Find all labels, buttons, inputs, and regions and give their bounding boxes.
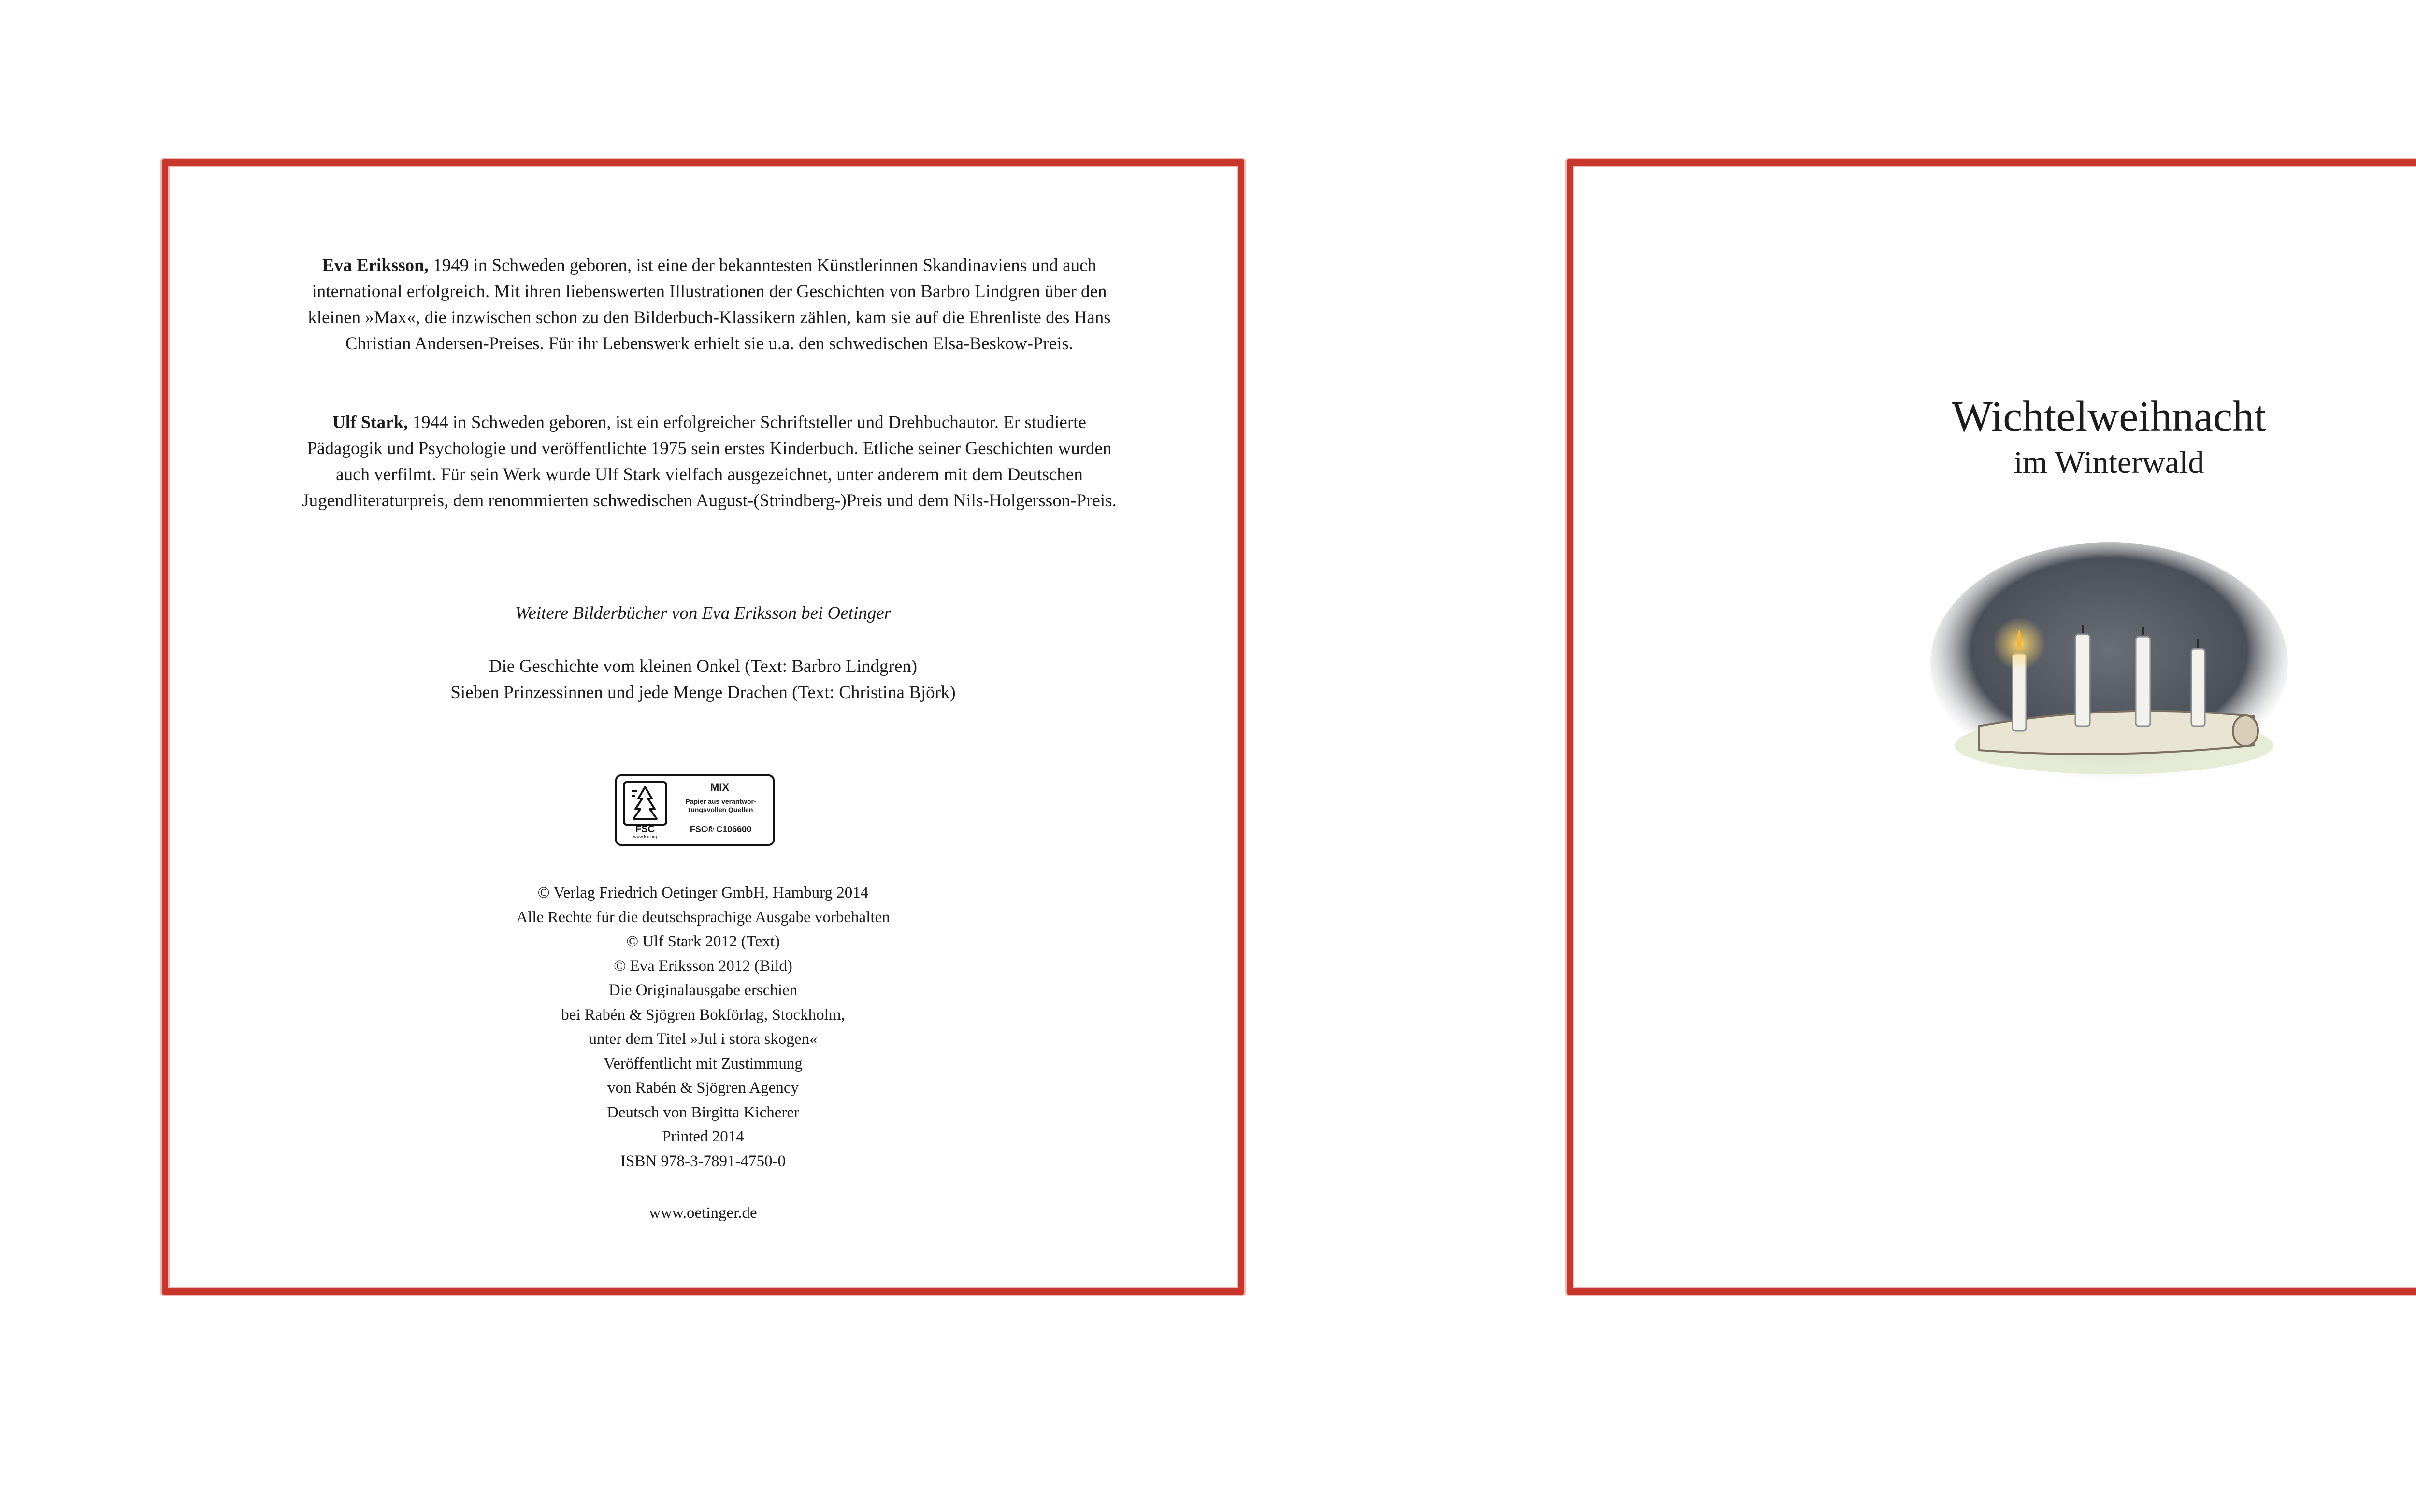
publisher-website[interactable]: www.oetinger.de [649, 1204, 757, 1222]
copyright-line: © Verlag Friedrich Oetinger GmbH, Hamburg 2014 [537, 884, 869, 901]
copyright-line: Veröffentlicht mit Zustimmung [604, 1055, 803, 1072]
copyright-line: © Eva Eriksson 2012 (Bild) [614, 957, 792, 975]
fsc-logo [615, 774, 775, 846]
bio-eva-eriksson [299, 253, 1120, 357]
fsc-description [671, 798, 770, 814]
book-title: Wichtelweihnacht [1951, 393, 2267, 441]
book-list-item: Sieben Prinzessinnen und jede Menge Drachen (Text: Christina Björk) [450, 683, 956, 702]
copyright-line: bei Rabén & Sjögren Bokförlag, Stockholm, [561, 1006, 845, 1024]
isbn: ISBN 978-3-7891-4750-0 [620, 1152, 786, 1170]
fsc-url: www.fsc.org [633, 834, 657, 839]
bio-ulf-stark [299, 410, 1120, 514]
bio-ulf-name: Ulf Stark, [332, 413, 408, 432]
right-page [1567, 159, 2416, 1295]
copyright-line: Alle Rechte für die deutschsprachige Ausgabe vorbehalten [516, 908, 890, 926]
bio-eva-name: Eva Eriksson, [322, 256, 429, 275]
candle-log-illustration [1921, 533, 2298, 803]
book-subtitle: im Winterwald [2013, 445, 2204, 480]
copyright-line: Deutsch von Birgitta Kicherer [606, 1103, 800, 1121]
copyright-line: © Ulf Stark 2012 (Text) [626, 933, 780, 950]
fsc-text-line: Papier aus verantwor- [685, 798, 756, 805]
bio-ulf-text: 1944 in Schweden geboren, ist ein erfolgreicher Schriftsteller und Drehbuchautor. Er studierte Pädagogik und Psychologie und veröffentlichte 1975 sein erstes Kinderbuch. Etliche seiner Geschichten wurden auch verfilmt. Für sein Werk wurde Ulf Stark vielfach ausgezeichnet, unter anderem mit dem Deutschen Jugendliteraturpreis, dem renommierten schwedischen August-(Strindberg-)Preis und dem Nils-Holgersson-Preis. [302, 413, 1117, 511]
copyright-line: von Rabén & Sjögren Agency [607, 1079, 799, 1097]
book-list [168, 654, 1238, 706]
fsc-code: FSC® C106600 [690, 825, 752, 834]
fsc-brand: FSC [635, 824, 655, 835]
fsc-mix-label: MIX [710, 781, 730, 793]
copyright-line: Printed 2014 [662, 1128, 744, 1145]
bio-eva-text: 1949 in Schweden geboren, ist eine der bekanntesten Künstlerinnen Skandinaviens und auch international erfolgreich. Mit ihren liebenswerten Illustrationen der Geschichten von Barbro Lindgren über den kleinen »Max«, die inzwischen schon zu den Bilderbuch-Klassikern zählen, kam sie auf die Ehrenliste des Hans Christian Andersen-Preises. Für ihr Lebenswerk erhielt sie u.a. den schwedischen Elsa-Beskow-Preis. [308, 256, 1111, 354]
copyright-line: Die Originalausgabe erschien [608, 982, 798, 999]
fsc-tree-icon [623, 781, 667, 839]
book-list-item: Die Geschichte vom kleinen Onkel (Text: Barbro Lindgren) [489, 656, 918, 676]
fsc-text-line: tungsvollen Quellen [688, 806, 753, 813]
left-page [162, 159, 1244, 1295]
copyright-line: unter dem Titel »Jul i stora skogen« [589, 1030, 818, 1048]
copyright-block [168, 881, 1238, 1173]
more-books-heading: Weitere Bilderbücher von Eva Eriksson bei Oetinger [515, 603, 892, 623]
